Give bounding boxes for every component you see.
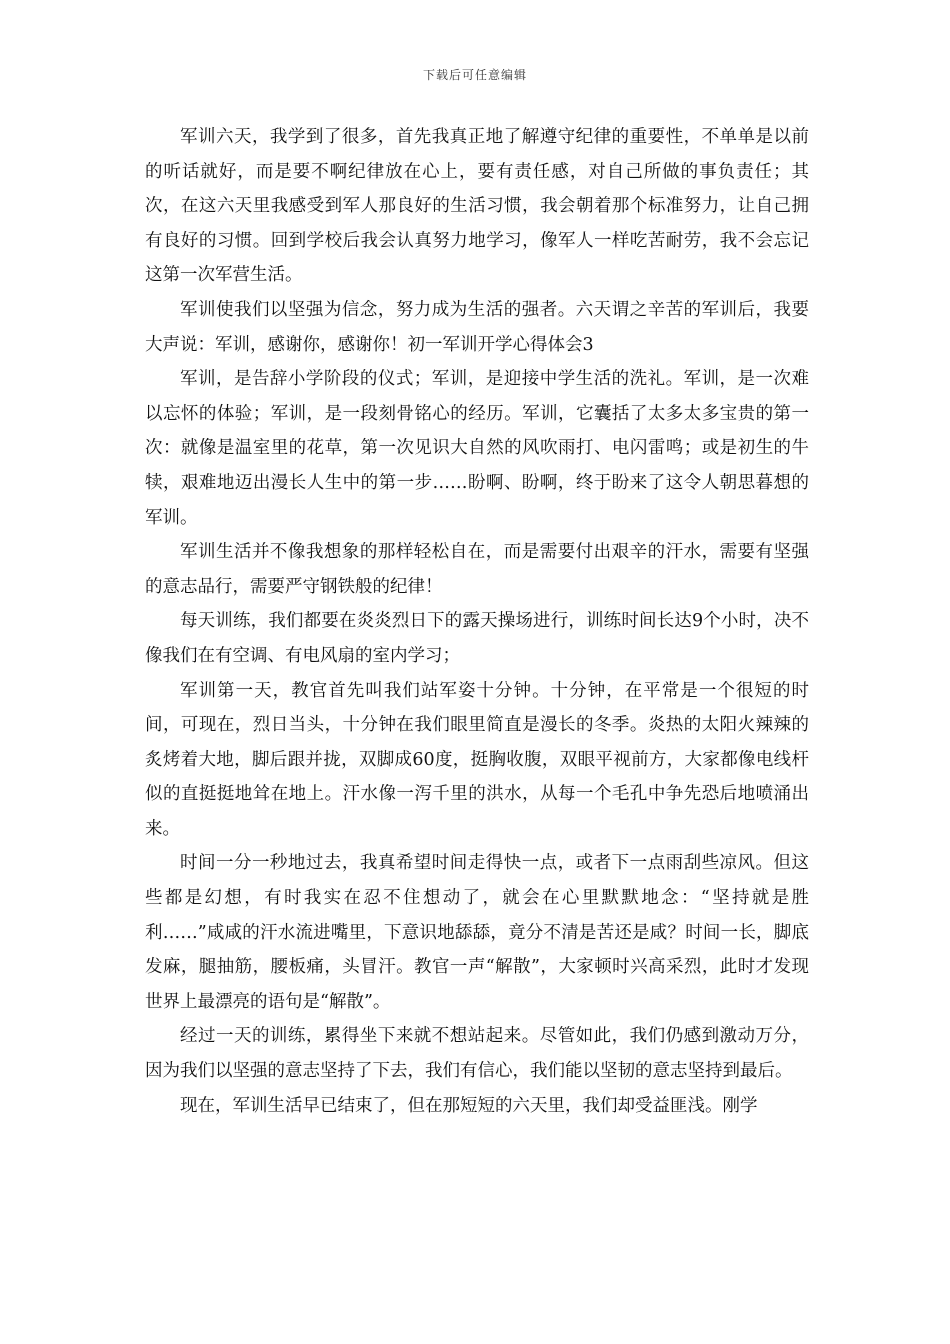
paragraph: 军训生活并不像我想象的那样轻松自在，而是需要付出艰辛的汗水，需要有坚强的意志品行，需要严守钢铁般的纪律！ xyxy=(145,542,809,597)
paragraph: 现在，军训生活早已结束了，但在那短短的六天里，我们却受益匪浅。刚学 xyxy=(180,1095,758,1116)
paragraph: 每天训练，我们都要在炎炎烈日下的露天操场进行，训练时间长达9个小时，决不像我们在有空调、有电风扇的室内学习； xyxy=(145,611,809,666)
paragraph: 军训，是告辞小学阶段的仪式；军训，是迎接中学生活的洗礼。军训，是一次难以忘怀的体验；军训，是一段刻骨铭心的经历。军训，它囊括了太多太多宝贵的第一次：就像是温室里的花草，第一次见识大自然的风吹雨打、电闪雷鸣；或是初生的牛犊，艰难地迈出漫长人生中的第一步……盼啊、盼啊，终于盼来了这令人朝思暮想的军训。 xyxy=(145,369,809,528)
document-body xyxy=(145,120,809,1123)
paragraph: 军训六天，我学到了很多，首先我真正地了解遵守纪律的重要性，不单单是以前的听话就好，而是要不啊纪律放在心上，要有责任感，对自己所做的事负责任；其次，在这六天里我感受到军人那良好的生活习惯，我会朝着那个标准努力，让自己拥有良好的习惯。回到学校后我会认真努力地学习，像军人一样吃苦耐劳，我不会忘记这第一次军营生活。 xyxy=(145,127,809,286)
paragraph: 军训使我们以坚强为信念，努力成为生活的强者。六天谓之辛苦的军训后，我要大声说：军训，感谢你，感谢你！初一军训开学心得体会3 xyxy=(145,299,809,355)
paragraph: 经过一天的训练，累得坐下来就不想站起来。尽管如此，我们仍感到激动万分，因为我们以坚强的意志坚持了下去，我们有信心，我们能以坚韧的意志坚持到最后。 xyxy=(145,1026,809,1082)
page-header: 下载后可任意编辑 xyxy=(422,68,527,82)
paragraph: 时间一分一秒地过去，我真希望时间走得快一点，或者下一点雨刮些凉风。但这些都是幻想，有时我实在忍不住想动了，就会在心里默默地念：“坚持就是胜利……”咸咸的汗水流进嘴里，下意识地舔舔，竟分不清是苦还是咸？时间一长，脚底发麻，腿抽筋，腰板痛，头冒汗。教官一声“解散”，大家顿时兴高采烈，此时才发现世界上最漂亮的语句是“解散”。 xyxy=(145,853,809,1012)
paragraph: 军训第一天，教官首先叫我们站军姿十分钟。十分钟，在平常是一个很短的时间，可现在，烈日当头，十分钟在我们眼里简直是漫长的冬季。炎热的太阳火辣辣的炙烤着大地，脚后跟并拢，双脚成60度，挺胸收腹，双眼平视前方，大家都像电线杆似的直挺挺地耸在地上。汗水像一泻千里的洪水，从每一个毛孔中争先恐后地喷涌出来。 xyxy=(145,680,809,839)
